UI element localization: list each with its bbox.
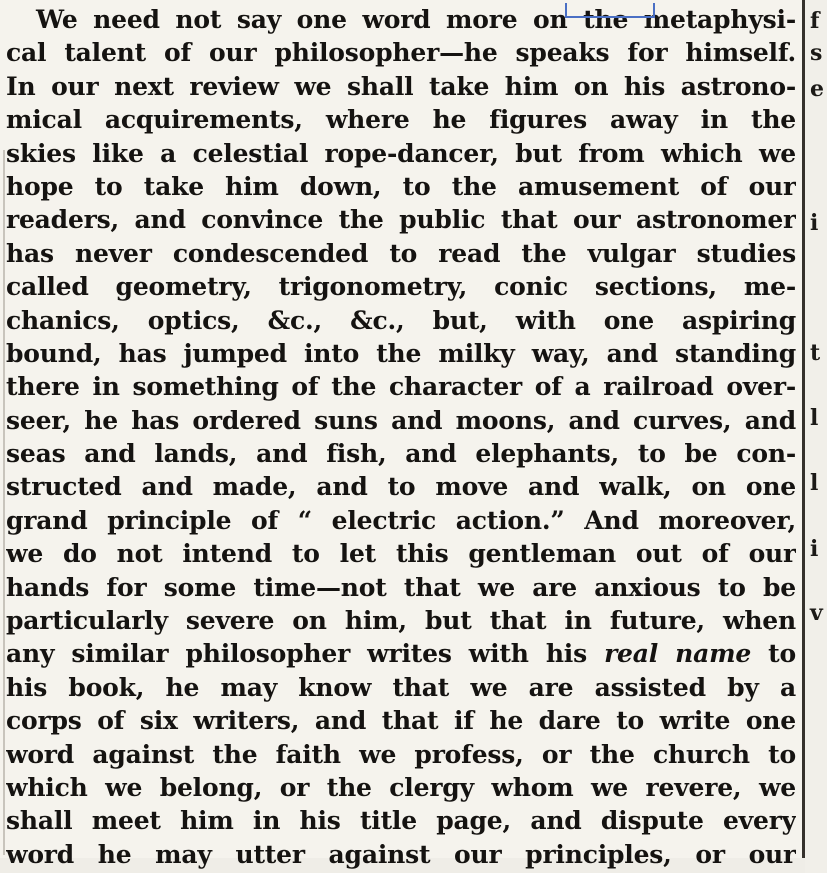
article-line-start: any similar philosopher writes with his: [6, 639, 587, 669]
article-line: structed and made, and to move and walk, on one: [6, 472, 796, 502]
article-line: seer, he has ordered suns and moons, and curves, and: [6, 405, 796, 435]
article-line: shall meet him in his title page, and dispute every: [6, 806, 796, 836]
adjacent-column-char: l: [810, 470, 819, 496]
article-line: there in something of the character of a railroad over-: [6, 372, 796, 402]
article-line: called geometry, trigonometry, conic sections, me-: [6, 272, 796, 302]
article-line: his book, he may know that we are assisted by a: [6, 672, 796, 702]
article-line: hope to take him down, to the amusement of our: [6, 171, 796, 201]
article-line: particularly severe on him, but that in future, when: [6, 606, 796, 636]
article-line: We need not say one word more on the metaphysi-: [36, 5, 796, 34]
article-line-with-italic: [6, 637, 796, 670]
article-text-column: [6, 3, 796, 871]
column-divider-rule: [802, 0, 805, 873]
article-line: grand principle of “ electric action.” And moreover,: [6, 505, 796, 535]
article-line: seas and lands, and fish, and elephants, to be con-: [6, 439, 796, 469]
adjacent-column-char: f: [810, 8, 820, 34]
article-line: word he may utter against our principles, or our: [6, 839, 796, 869]
article-line: which we belong, or the clergy whom we revere, we: [6, 772, 796, 802]
italic-phrase: real name: [604, 639, 752, 669]
adjacent-column-strip: [805, 0, 827, 873]
article-line: cal talent of our philosopher—he speaks for himself.: [6, 38, 796, 68]
adjacent-column-char: s: [810, 40, 823, 66]
adjacent-column-char: v: [810, 600, 823, 626]
adjacent-column-char: l: [810, 405, 819, 431]
article-line: hands for some time—not that we are anxious to be: [6, 572, 796, 602]
article-line: word against the faith we profess, or the church to: [6, 739, 796, 769]
selection-highlight-box: [565, 3, 655, 18]
article-line: bound, has jumped into the milky way, and standing: [6, 338, 796, 368]
adjacent-column-char: i: [810, 210, 819, 236]
adjacent-column-char: t: [810, 340, 821, 366]
article-line: skies like a celestial rope-dancer, but from which we: [6, 138, 796, 168]
article-line: readers, and convince the public that our astronomer: [6, 205, 796, 235]
article-line: mical acquirements, where he figures away in the: [6, 105, 796, 135]
adjacent-column-char: e: [810, 76, 824, 102]
article-line: chanics, optics, &c., &c., but, with one aspiring: [6, 305, 796, 335]
left-margin-rule: [3, 150, 5, 855]
article-line: has never condescended to read the vulgar studies: [6, 238, 796, 268]
article-line: we do not intend to let this gentleman out of our: [6, 539, 796, 569]
article-line: In our next review we shall take him on his astrono-: [6, 71, 796, 101]
adjacent-column-char: i: [810, 536, 819, 562]
article-line-end: to: [751, 639, 796, 669]
article-line: corps of six writers, and that if he dare to write one: [6, 706, 796, 736]
